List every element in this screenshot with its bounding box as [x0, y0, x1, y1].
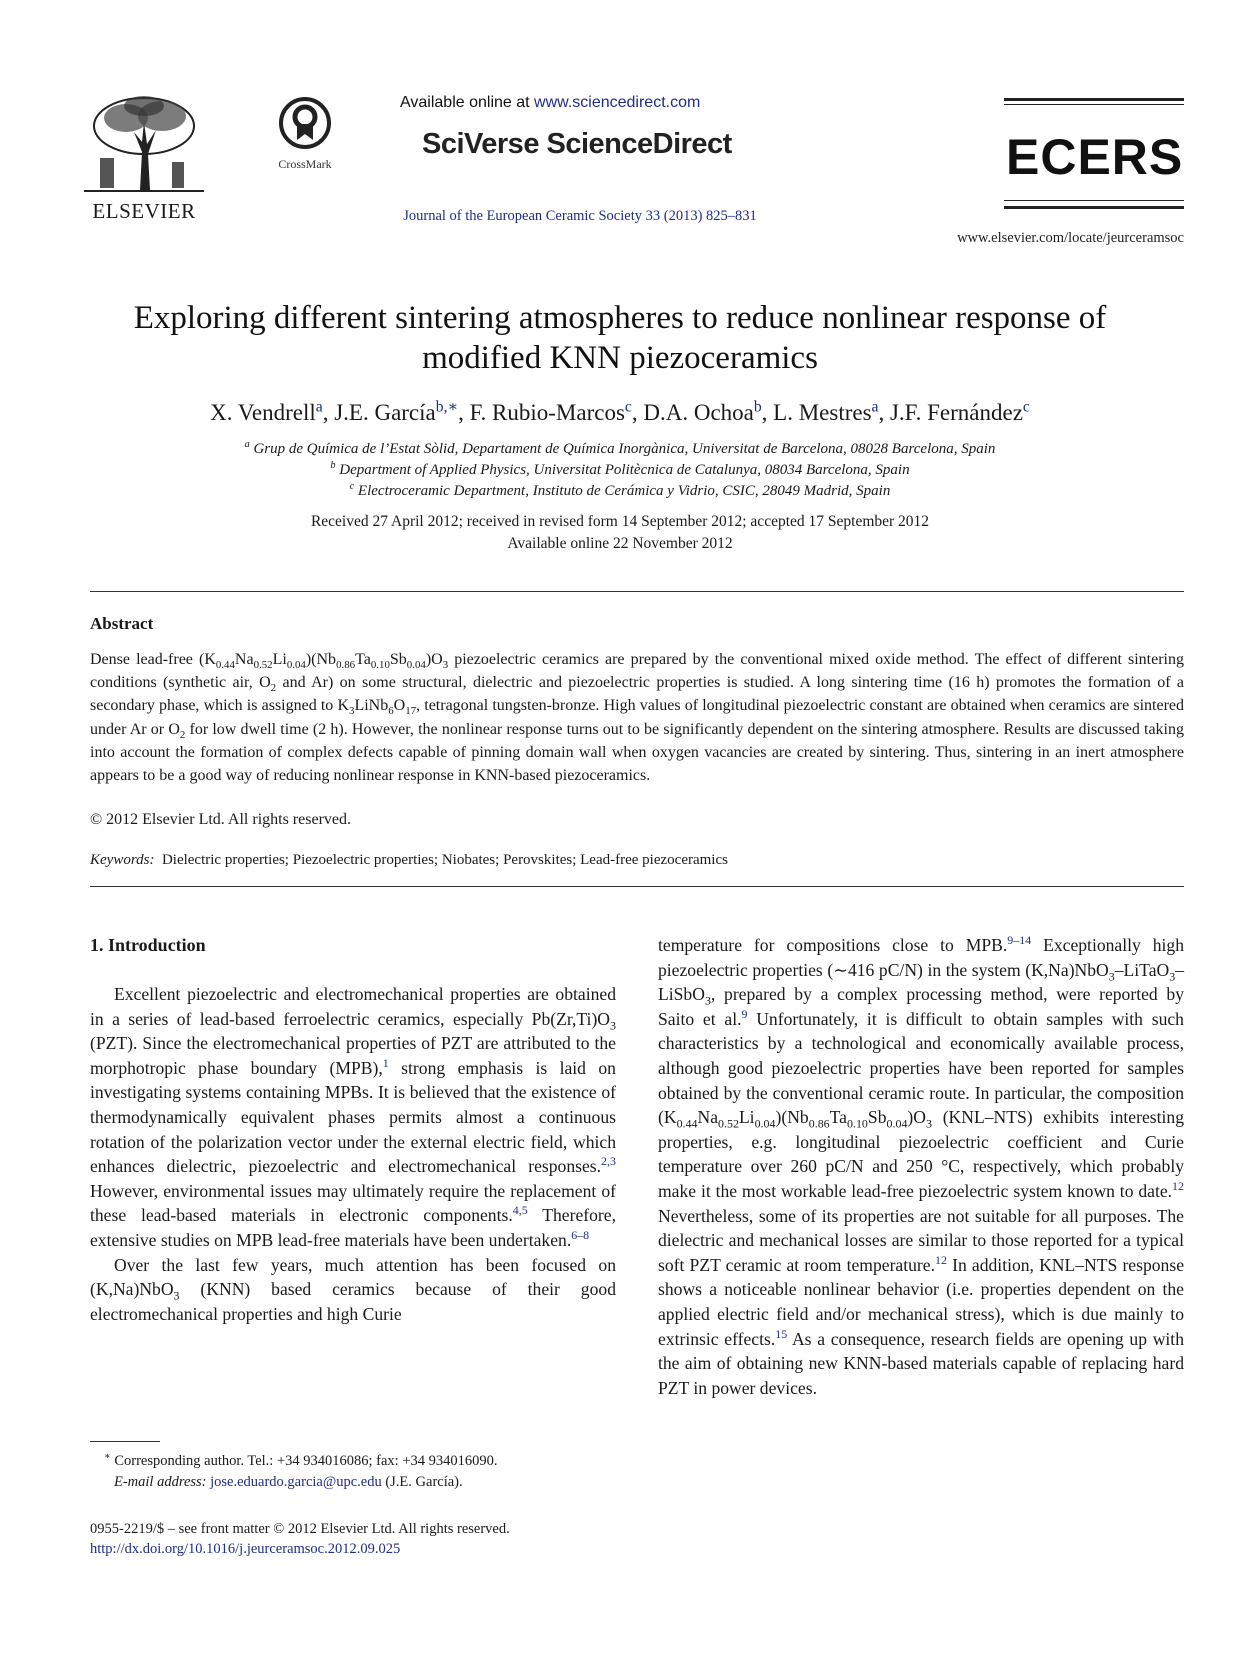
elsevier-logo[interactable]	[84, 92, 204, 224]
affiliation-b: $^b$ Department of Applied Physics, Universitat Politècnica de Catalunya, 08034 Barcelona, Spain	[330, 460, 910, 478]
citation[interactable]: 2,3	[601, 1154, 616, 1169]
available-date: Available online 22 November 2012	[507, 535, 733, 552]
available-online-line	[400, 94, 800, 112]
title-line-1: Exploring different sintering atmospheres to reduce nonlinear response of	[133, 300, 1107, 336]
received-dates: Received 27 April 2012; received in revised form 14 September 2012; accepted 17 September 2012	[310, 513, 930, 530]
article-title	[90, 298, 1150, 378]
elsevier-tree-icon	[84, 92, 204, 196]
citation[interactable]: 1	[382, 1055, 389, 1070]
crossmark-icon	[278, 96, 332, 150]
platform-logo[interactable]: SciVerse ScienceDirect	[422, 128, 732, 160]
corresponding-author-note: ∗ Corresponding author. Tel.: +34 934016086; fax: +34 934016090.	[104, 1451, 498, 1469]
paragraph: Excellent piezoelectric and electromechanical properties are obtained in a series of lead-based ferroelectric ceramics, especially $Pb(Zr,Ti)O_3$ (PZT). Since the electromechanical properties of PZT are attributed to the morphotropic phase boundary (MPB),$^1$ strong emphasis is laid on investigating systems containing MPBs. It is believed that the existence of thermodynamically equivalent phases permits almost a continuous rotation of the polarization vector under the external electric field, which enhances dielectric, piezoelectric and electromechanical responses.$^{2,3}$ However, environmental issues may ultimately require the replacement of these lead-based materials in electronic components.$^{4,5}$ Therefore, extensive studies on MPB lead-free materials have been undertaken.$^{6-8}$	[90, 984, 616, 1250]
author[interactable]: D.A. Ochoa$^b$,	[643, 398, 774, 425]
abstract-copyright: © 2012 Elsevier Ltd. All rights reserved.	[90, 811, 351, 828]
author[interactable]: F. Rubio-Marcos$^c$,	[469, 398, 644, 425]
journal-logo-rule-top-thin	[1004, 104, 1184, 105]
email-link[interactable]: jose.eduardo.garcia@upc.edu	[210, 1474, 382, 1490]
citation[interactable]: 9	[741, 1006, 748, 1021]
paragraph: temperature for compositions close to MPB.$^{9-14}$ Exceptionally high piezoelectric properties (∼416 pC/N) in the system (K,Na)NbO$_3$–LiTaO$_3$–LiSbO$_3$, prepared by a complex processing method, were reported by Saito et al.$^9$ Unfortunately, it is difficult to obtain samples with such characteristics by a technological and economically available process, although good piezoelectric properties have been reported for samples obtained by the conventional ceramic route. In particular, the composition $(K_{0.44}Na_{0.52}Li_{0.04})(Nb_{0.86}Ta_{0.10}Sb_{0.04})O_3$ (KNL–NTS) exhibits interesting properties, e.g. longitudinal piezoelectric coefficient and Curie temperature over 260 pC/N and 250 °C, respectively, which probably make it the most workable lead-free piezoelectric system known to date.$^{12}$ Nevertheless, some of its properties are not suitable for all purposes. The dielectric and mechanical losses are similar to those reported for a typical soft PZT ceramic at room temperature.$^{12}$ In addition, KNL–NTS response shows a noticeable nonlinear behavior (i.e. properties dependent on the applied electric field and/or mechanical stress), which is due mainly to extrinsic effects.$^{15}$ As a consequence, research fields are opening up with the aim of obtaining new KNN-based materials capable of replacing hard PZT in power devices.	[658, 933, 1185, 1398]
affiliation-c: $^c$ Electroceramic Department, Instituto de Cerámica y Vidrio, CSIC, 28049 Madrid, Spain	[349, 481, 891, 499]
body-column-left	[90, 982, 616, 1326]
publisher-name: ELSEVIER	[92, 199, 196, 223]
abstract-body: Dense lead-free $(K_{0.44}Na_{0.52}Li_{0.04})(Nb_{0.86}Ta_{0.10}Sb_{0.04})O_3$ piezoelectric ceramics are prepared by the conventional mixed oxide method. The effect of different sintering conditions (synthetic air, $O_2$ and Ar) on some structural, dielectric and piezoelectric properties is studied. A long sintering time (16 h) promotes the formation of a secondary phase, which is assigned to $K_3LiNb_6O_{17}$, tetragonal tungsten-bronze. High values of longitudinal piezoelectric constant are obtained when ceramics are sintered under Ar or $O_2$ for low dwell time (2 h). However, the nonlinear response turns out to be significantly dependent on the sintering atmosphere. Results are discussed taking into account the formation of complex defects capable of pinning domain wall when oxygen vacancies are created by sintering. Thus, sintering in an inert atmosphere appears to be a good way of reducing nonlinear response in KNN-based piezoceramics.	[90, 651, 1185, 785]
issn-line: 0955-2219/$ – see front matter © 2012 Elsevier Ltd. All rights reserved.	[90, 1521, 510, 1537]
journal-logo-rule-bottom	[1004, 206, 1184, 209]
available-online-prefix: Available online at	[400, 94, 535, 111]
crossmark-label: CrossMark	[278, 157, 332, 171]
front-matter	[90, 1519, 510, 1559]
keywords	[90, 852, 728, 869]
keywords-list: Dielectric properties; Piezoelectric properties; Niobates; Perovskites; Lead-free piezoceramics	[161, 852, 728, 868]
author-list	[90, 400, 1150, 426]
crossmark-badge[interactable]	[270, 96, 340, 170]
author[interactable]: J.E. García$^{b,∗}$,	[334, 398, 470, 425]
citation[interactable]: 9–14	[1007, 933, 1032, 948]
divider-bottom	[90, 886, 1184, 887]
doi-link[interactable]: http://dx.doi.org/10.1016/j.jeurceramsoc.2012.09.025	[90, 1541, 401, 1557]
abstract-heading: Abstract	[90, 614, 154, 633]
journal-citation[interactable]: Journal of the European Ceramic Society 33 (2013) 825–831	[403, 208, 757, 224]
paragraph: Over the last few years, much attention has been focused on (K,Na)NbO$_3$ (KNN) based ceramics because of their good electromechanical properties and high Curie	[90, 1254, 616, 1324]
email-note: E-mail address: jose.eduardo.garcia@upc.edu (J.E. García).	[114, 1474, 463, 1490]
body-column-right	[658, 933, 1184, 1400]
title-line-2: modified KNN piezoceramics	[422, 340, 818, 376]
sciencedirect-link[interactable]: www.sciencedirect.com	[534, 94, 701, 111]
section-heading-introduction: 1. Introduction	[90, 935, 206, 955]
footnote-rule	[90, 1441, 160, 1442]
citation[interactable]: 12	[1172, 1179, 1184, 1194]
journal-logo-rule-top	[1004, 98, 1184, 101]
journal-homepage[interactable]: www.elsevier.com/locate/jeurceramsoc	[957, 230, 1184, 246]
citation[interactable]: 6–8	[571, 1228, 590, 1243]
author[interactable]: J.F. Fernández$^c$	[889, 398, 1030, 425]
divider-top	[90, 591, 1184, 592]
journal-logo-rule-bottom-thin	[1004, 200, 1184, 201]
affiliation-a: $^a$ Grup de Química de l’Estat Sòlid, Departament de Química Inorgànica, Universitat de Barcelona, 08028 Barcelona, Spain	[244, 439, 996, 457]
citation[interactable]: 15	[775, 1326, 788, 1341]
citation[interactable]: 12	[935, 1252, 947, 1267]
citation[interactable]: 4,5	[512, 1203, 528, 1218]
journal-logo[interactable]: ECERS	[1006, 129, 1184, 185]
keywords-label: Keywords:	[90, 852, 155, 868]
author[interactable]: X. Vendrell$^a$,	[210, 398, 335, 425]
author[interactable]: L. Mestres$^a$,	[773, 398, 890, 425]
